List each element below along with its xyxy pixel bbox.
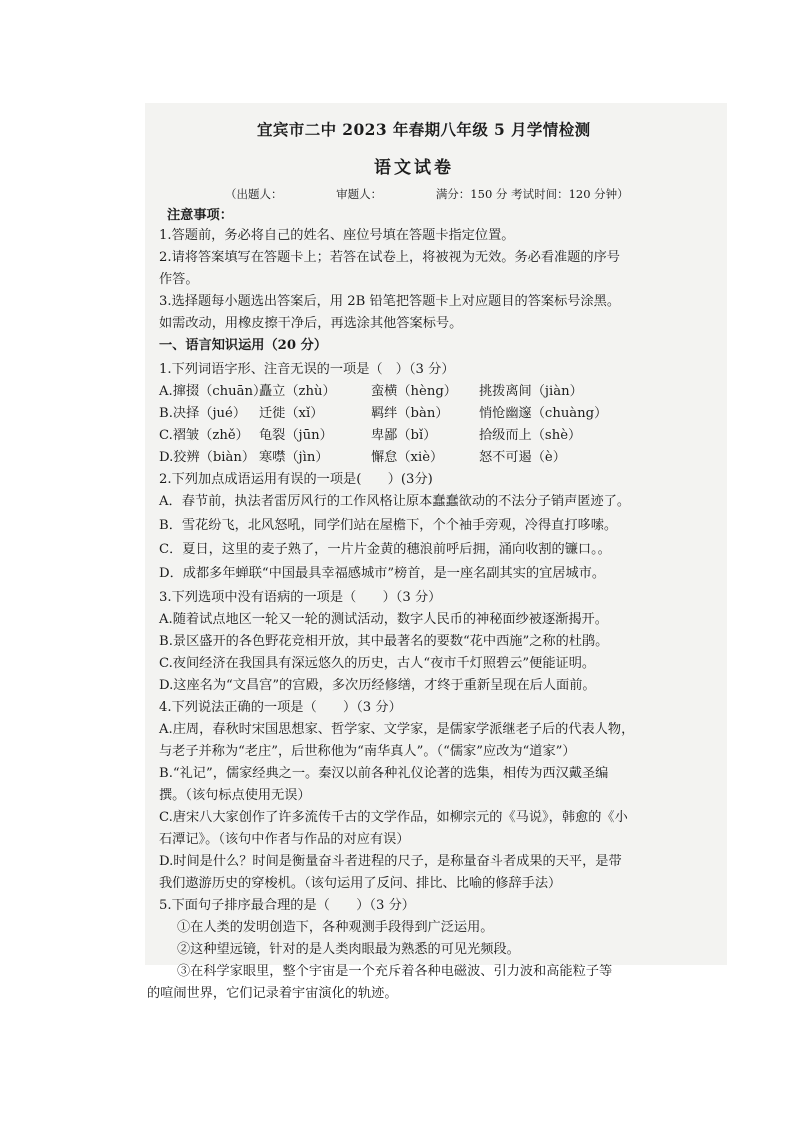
notice-item: 2.请将答案填写在答题卡上；若答在试卷上，将被视为无效。务必看准题的序号 <box>159 250 620 265</box>
notice-item: 如需改动，用橡皮擦干净后，再选涂其他答案标号。 <box>159 316 463 331</box>
q1-option-word: A.撺掇（chuān） <box>159 384 267 399</box>
notice-heading: 注意事项： <box>167 208 233 223</box>
question-5-stem: 5.下面句子排序最合理的是（ ）（3 分） <box>159 898 415 913</box>
q4-line: B.“礼记”，儒家经典之一。秦汉以前各种礼仪论著的选集，相传为西汉戴圣编 <box>159 766 609 781</box>
exam-meta <box>225 184 629 204</box>
q1-option-word: 悄怆幽邃（chuàng） <box>479 406 608 421</box>
q1-option-word: 寒噤（jìn） <box>259 450 329 465</box>
q2-option: D．成都多年蝉联“中国最具幸福感城市”榜首，是一座名副其实的宜居城市。 <box>159 566 606 581</box>
score-info: 满分：150 分 <box>435 187 508 201</box>
question-1-row-b <box>159 404 679 424</box>
section-heading: 一、语言知识运用（20 分） <box>159 338 328 353</box>
q4-line: A.庄周，春秋时宋国思想家、哲学家、文学家，是儒家学派继老子后的代表人物， <box>159 722 635 737</box>
q5-sentence: ②这种望远镜，针对的是人类肉眼最为熟悉的可见光频段。 <box>177 942 520 957</box>
q1-option-word: B.决择（jué） <box>159 406 247 421</box>
question-2-stem: 2.下列加点成语运用有误的一项是( ）(3分) <box>159 472 433 487</box>
q1-option-word: 卑鄙（bǐ） <box>371 428 437 443</box>
question-1-row-a <box>159 382 679 402</box>
question-1-row-d <box>159 448 679 468</box>
q5-sentence: ③在科学家眼里，整个宇宙是一个充斥着各种电磁波、引力波和高能粒子等 <box>177 964 613 979</box>
q2-option: A．春节前，执法者雷厉风行的工作风格让原本蠢蠢欲动的不法分子销声匿迹了。 <box>159 494 631 509</box>
question-3-stem: 3.下列选项中没有语病的一项是（ ）（3 分） <box>159 590 442 605</box>
q3-option: B.景区盛开的各色野花竞相开放，其中最著名的要数“花中西施”之称的杜鹃。 <box>159 634 609 649</box>
question-1-stem: 1.下列词语字形、注音无误的一项是（ ）（3 分） <box>159 362 455 377</box>
q1-option-word: 矗立（zhù） <box>259 384 336 399</box>
q5-sentence: 的喧闹世界，它们记录着宇宙演化的轨迹。 <box>147 986 398 1001</box>
question-4-stem: 4.下列说法正确的一项是（ ）（3 分） <box>159 700 402 715</box>
q5-sentence: ①在人类的发明创造下，各种观测手段得到广泛运用。 <box>177 920 494 935</box>
notice-item: 3.选择题每小题选出答案后，用 2B 铅笔把答题卡上对应题目的答案标号涂黑。 <box>159 294 621 309</box>
q1-option-word: 蛮横（hèng） <box>371 384 457 399</box>
q2-option: B．雪花纷飞，北风怒吼，同学们站在屋檐下，个个袖手旁观，冷得直打哆嗦。 <box>159 518 618 533</box>
q1-option-word: 懈怠（xiè） <box>371 450 444 465</box>
exam-title: 宜宾市二中 2023 年春期八年级 5 月学情检测 <box>257 120 591 139</box>
q1-option-word: 挑拨离间（jiàn） <box>479 384 583 399</box>
q1-option-word: C.褶皱（zhě） <box>159 428 249 443</box>
q4-line: 我们遨游历史的穿梭机。（该句运用了反问、排比、比喻的修辞手法） <box>159 876 562 891</box>
reviewer-label: 审题人： <box>336 187 383 201</box>
exam-subtitle: 语文试卷 <box>374 158 454 178</box>
notice-item: 作答。 <box>159 272 199 287</box>
q2-option: C．夏日，这里的麦子熟了，一片片金黄的穗浪前呼后拥，涌向收割的镰口。。 <box>159 542 611 557</box>
q3-option: D.这座名为“文昌宫”的宫殿，多次历经修缮，才终于重新呈现在后人面前。 <box>159 678 596 693</box>
q1-option-word: 拾级而上（shè） <box>479 428 582 443</box>
q4-line: 撰。（该句标点使用无误） <box>159 788 311 803</box>
q1-option-word: D.狡辨（biàn） <box>159 450 256 465</box>
q4-line: D.时间是什么？时间是衡量奋斗者进程的尺子，是称量奋斗者成果的天平，是带 <box>159 854 622 869</box>
notice-item: 1.答题前，务必将自己的姓名、座位号填在答题卡指定位置。 <box>159 228 515 243</box>
q3-option: C.夜间经济在我国具有深远悠久的历史，古人“夜市千灯照碧云”便能证明。 <box>159 656 596 671</box>
q1-option-word: 怒不可遏（è） <box>479 450 566 465</box>
q1-option-word: 迁徙（xǐ） <box>259 406 324 421</box>
setter-label: （出题人： <box>225 187 283 201</box>
q4-line: 石潭记》。（该句中作者与作品的对应有误） <box>159 832 410 847</box>
q1-option-word: 龟裂（jūn） <box>259 428 333 443</box>
q1-option-word: 羁绊（bàn） <box>371 406 449 421</box>
q4-line: 与老子并称为“老庄”，后世称他为“南华真人”。（“儒家”应改为“道家”） <box>159 744 576 759</box>
question-1-row-c <box>159 426 679 446</box>
time-info: 考试时间：120 分钟） <box>511 187 629 201</box>
q3-option: A.随着试点地区一轮又一轮的测试活动，数字人民币的神秘面纱被逐渐揭开。 <box>159 612 608 627</box>
q4-line: C.唐宋八大家创作了许多流传千古的文学作品，如柳宗元的《马说》，韩愈的《小 <box>159 810 628 825</box>
